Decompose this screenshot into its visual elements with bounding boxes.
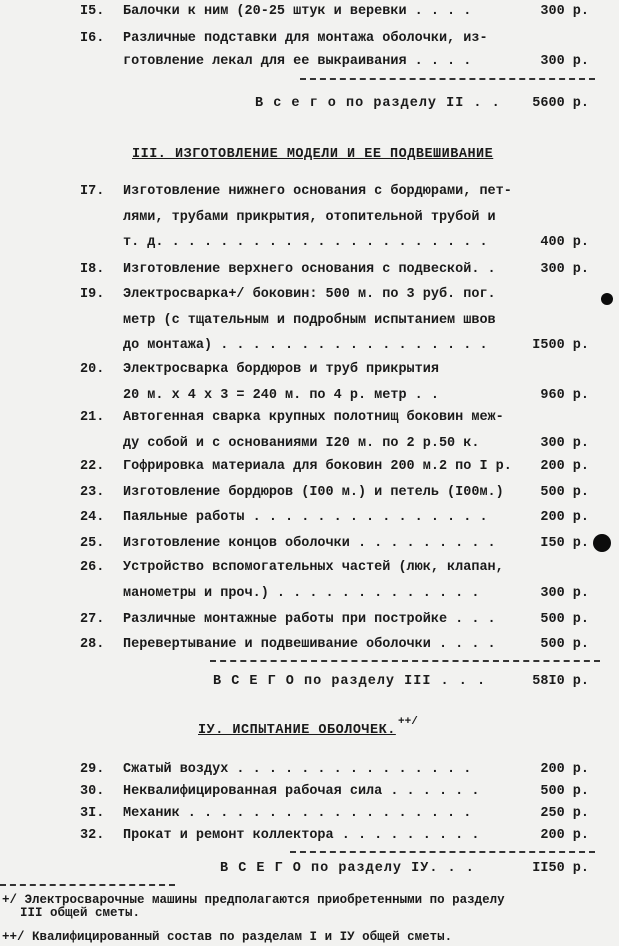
total-label: В с е г о по разделу II . . bbox=[255, 96, 501, 111]
total-value: 5600 р. bbox=[532, 96, 589, 111]
list-item bbox=[0, 784, 619, 806]
list-item bbox=[0, 612, 619, 634]
item-price: 300 р. bbox=[540, 435, 589, 451]
item-description: Различные подставки для монтажа оболочки, из- bbox=[123, 31, 488, 46]
item-price: 200 р. bbox=[540, 510, 589, 525]
item-number: I7. bbox=[80, 184, 105, 199]
item-number: 3I. bbox=[80, 806, 105, 821]
list-item bbox=[0, 536, 619, 558]
item-description-continuation: манометры и проч.) . . . . . . . . . . . . . bbox=[123, 585, 480, 601]
item-number: 25. bbox=[80, 536, 105, 551]
item-description: Механик . . . . . . . . . . . . . . . . . . bbox=[123, 806, 472, 821]
item-description: Сжатый воздух . . . . . . . . . . . . . . . bbox=[123, 762, 472, 777]
item-description-continuation: готовление лекал для ее выкраивания . . . . bbox=[123, 54, 472, 69]
list-item-continuation bbox=[0, 313, 619, 335]
item-description-continuation: метр (с тщательным и подробным испытанием швов bbox=[123, 312, 496, 328]
item-price: I50 р. bbox=[540, 536, 589, 551]
list-item bbox=[0, 510, 619, 532]
section-heading: III. ИЗГОТОВЛЕНИЕ МОДЕЛИ И ЕЕ ПОДВЕШИВАНИЕ bbox=[132, 147, 494, 162]
item-price: 300 р. bbox=[540, 4, 589, 19]
item-number: 28. bbox=[80, 637, 105, 652]
item-description-continuation: лями, трубами прикрытия, отопительной трубой и bbox=[123, 209, 496, 225]
footnote bbox=[2, 894, 505, 920]
item-price: 300 р. bbox=[540, 54, 589, 69]
item-price: 200 р. bbox=[540, 828, 589, 843]
footnote bbox=[2, 931, 452, 944]
list-item bbox=[0, 184, 619, 206]
footnote-divider bbox=[0, 884, 175, 886]
footnote-marker: ++/ bbox=[398, 716, 418, 728]
list-item bbox=[0, 828, 619, 850]
item-price: 200 р. bbox=[540, 459, 589, 474]
item-description-continuation: 20 м. х 4 х 3 = 240 м. по 4 р. метр . . bbox=[123, 387, 439, 403]
item-number: 29. bbox=[80, 762, 105, 777]
item-price: 200 р. bbox=[540, 762, 589, 777]
item-description-continuation: ду собой и с основаниями I20 м. по 2 р.50 к. bbox=[123, 435, 480, 451]
item-description: Изготовление бордюров (I00 м.) и петель (I00м.) bbox=[123, 485, 504, 500]
item-description: Изготовление концов оболочки . . . . . . . . . bbox=[123, 536, 496, 551]
item-number: 22. bbox=[80, 459, 105, 474]
list-item-continuation bbox=[0, 210, 619, 232]
item-description: Перевертывание и подвешивание оболочки . . . . bbox=[123, 637, 496, 652]
item-price: 960 р. bbox=[540, 387, 589, 403]
list-item-continuation bbox=[0, 54, 619, 76]
list-item bbox=[0, 287, 619, 309]
item-description: Электросварка бордюров и труб прикрытия bbox=[123, 362, 439, 377]
item-price: 500 р. bbox=[540, 612, 589, 627]
item-number: I5. bbox=[80, 4, 105, 19]
list-item bbox=[0, 637, 619, 659]
item-price: 500 р. bbox=[540, 784, 589, 799]
item-description: Паяльные работы . . . . . . . . . . . . . . . bbox=[123, 510, 488, 525]
item-number: 30. bbox=[80, 784, 105, 799]
item-price: 500 р. bbox=[540, 485, 589, 500]
list-item bbox=[0, 485, 619, 507]
divider bbox=[290, 851, 595, 853]
list-item bbox=[0, 410, 619, 432]
item-number: 23. bbox=[80, 485, 105, 500]
total-value: 58I0 р. bbox=[532, 674, 589, 689]
item-number: I6. bbox=[80, 31, 105, 46]
item-price: 250 р. bbox=[540, 806, 589, 821]
ink-blot bbox=[593, 534, 611, 552]
total-label: В С Е Г О по разделу III . . . bbox=[213, 674, 487, 689]
list-item-continuation bbox=[0, 338, 619, 360]
divider bbox=[300, 78, 595, 80]
ink-blot bbox=[601, 293, 613, 305]
list-item bbox=[0, 31, 619, 53]
total-value: II50 р. bbox=[532, 861, 589, 876]
footnote-text: III общей сметы. bbox=[20, 906, 141, 920]
item-number: I9. bbox=[80, 287, 105, 302]
footnote-marker: +/ bbox=[2, 893, 18, 907]
item-number: 21. bbox=[80, 410, 105, 425]
item-price: 400 р. bbox=[540, 235, 589, 250]
item-price: I500 р. bbox=[532, 338, 589, 353]
footnote-text: Электросварочные машины предполагаются приобретенными по разделу bbox=[17, 893, 505, 907]
section-heading: IУ. ИСПЫТАНИЕ ОБОЛОЧЕК. bbox=[198, 723, 396, 738]
item-description: Электросварка+/ боковин: 500 м. по 3 руб. пог. bbox=[123, 287, 496, 302]
item-description: Устройство вспомогательных частей (люк, клапан, bbox=[123, 560, 504, 575]
item-description-continuation: до монтажа) . . . . . . . . . . . . . . . . . bbox=[123, 338, 488, 353]
item-number: 24. bbox=[80, 510, 105, 525]
divider bbox=[210, 660, 600, 662]
list-item bbox=[0, 762, 619, 784]
item-number: 32. bbox=[80, 828, 105, 843]
list-item-continuation bbox=[0, 235, 619, 257]
list-item bbox=[0, 459, 619, 481]
list-item bbox=[0, 560, 619, 582]
item-description: Прокат и ремонт коллектора . . . . . . . . . bbox=[123, 828, 480, 843]
item-number: 26. bbox=[80, 560, 105, 575]
item-description: Гофрировка материала для боковин 200 м.2 по I р. bbox=[123, 459, 512, 474]
list-item bbox=[0, 4, 619, 26]
footnote-marker: ++/ bbox=[2, 930, 25, 944]
item-price: 500 р. bbox=[540, 637, 589, 652]
list-item bbox=[0, 806, 619, 828]
list-item-continuation bbox=[0, 388, 619, 410]
item-description-continuation: т. д. . . . . . . . . . . . . . . . . . . . . bbox=[123, 235, 488, 250]
item-description: Различные монтажные работы при постройке . . . bbox=[123, 612, 496, 627]
item-description: Автогенная сварка крупных полотнищ боковин меж- bbox=[123, 410, 504, 425]
item-description: Изготовление верхнего основания с подвеской. . bbox=[123, 262, 496, 277]
total-label: В С Е Г О по разделу IУ. . . bbox=[220, 861, 475, 876]
list-item-continuation bbox=[0, 436, 619, 458]
item-price: 300 р. bbox=[540, 585, 589, 601]
list-item bbox=[0, 262, 619, 284]
item-price: 300 р. bbox=[540, 262, 589, 277]
list-item bbox=[0, 362, 619, 384]
item-description: Балочки к ним (20-25 штук и веревки . . . . bbox=[123, 4, 472, 19]
item-number: 20. bbox=[80, 362, 105, 377]
item-number: I8. bbox=[80, 262, 105, 277]
item-description: Неквалифицированная рабочая сила . . . . . . bbox=[123, 784, 480, 799]
footnote-text: Квалифицированный состав по разделам I и IУ общей сметы. bbox=[24, 930, 453, 944]
item-number: 27. bbox=[80, 612, 105, 627]
item-description: Изготовление нижнего основания с бордюрами, пет- bbox=[123, 184, 512, 199]
list-item-continuation bbox=[0, 586, 619, 608]
